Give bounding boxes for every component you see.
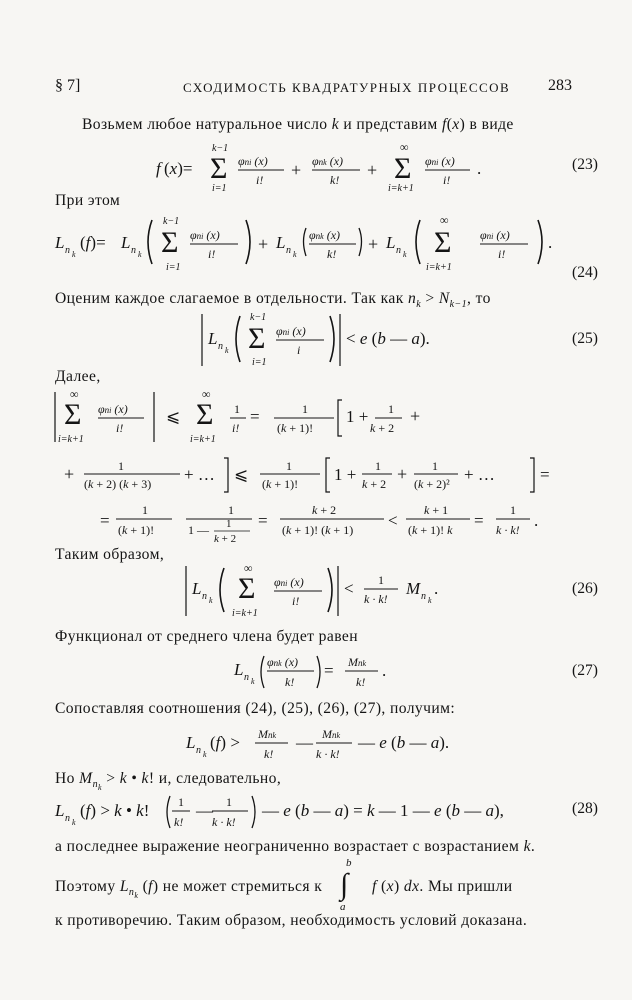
page-number: 283 [548, 77, 572, 94]
svg-text:k + 2: k + 2 [312, 503, 337, 517]
formula-estimate-chain [0, 384, 632, 544]
svg-text:L: L [121, 233, 131, 252]
svg-text:k!: k! [264, 747, 274, 761]
svg-text:φni (x): φni (x) [276, 324, 306, 338]
svg-text:i!: i! [443, 173, 451, 187]
svg-text:1 +: 1 + [346, 407, 369, 426]
paragraph-therefore: Поэтому $L_{n_k}$ (f) не может стремиться к [55, 878, 323, 901]
svg-text:Σ: Σ [196, 398, 214, 431]
svg-text:∞: ∞ [440, 213, 449, 227]
svg-text:+ …: + … [464, 465, 495, 484]
svg-text:k: k [293, 250, 297, 259]
svg-text:n: n [218, 341, 223, 352]
formula-25 [0, 308, 632, 372]
svg-text:L: L [386, 233, 396, 252]
svg-text:L: L [234, 660, 244, 679]
svg-text:∞: ∞ [70, 387, 79, 401]
svg-text:a: a [340, 901, 346, 913]
svg-text:∞: ∞ [244, 561, 253, 575]
equation-number-24: (24) [572, 264, 598, 281]
svg-text:k · k!: k · k! [316, 747, 340, 761]
svg-text:i!: i! [116, 421, 124, 435]
svg-text:Σ: Σ [64, 398, 82, 431]
svg-text:f: f [156, 159, 161, 178]
svg-text:.: . [382, 661, 387, 680]
svg-text:L: L [55, 801, 65, 820]
svg-text:k: k [428, 596, 432, 605]
svg-text:i!: i! [498, 247, 506, 261]
svg-text:Mnk: Mnk [258, 727, 277, 741]
equation-number-26: (26) [572, 580, 598, 597]
svg-text:1: 1 [375, 459, 381, 473]
svg-text:i=1: i=1 [212, 183, 227, 194]
svg-text:k!: k! [327, 247, 337, 261]
svg-text:k: k [403, 250, 407, 259]
svg-text:∞: ∞ [400, 140, 409, 154]
svg-text:1: 1 [286, 459, 292, 473]
svg-text:k + 1: k + 1 [424, 503, 449, 517]
svg-text:k · k!: k · k! [364, 592, 388, 606]
svg-text:(f)=: (f)= [80, 233, 106, 252]
svg-text:(k + 2) (k + 3): (k + 2) (k + 3) [84, 477, 152, 491]
svg-text:1: 1 [378, 573, 384, 587]
svg-text:(x)=: (x)= [164, 159, 193, 178]
paragraph-estimate: Оценим каждое слагаемое в отдельности. Так как $n_k > N_{k-1}$, то [55, 290, 491, 311]
paragraph-therefore-end: f (x) dx. Мы пришли [372, 878, 513, 895]
svg-text:k!: k! [174, 815, 184, 829]
svg-text:L: L [208, 329, 218, 348]
svg-text:L: L [192, 579, 202, 598]
svg-text:+: + [64, 464, 75, 484]
svg-text:(k + 1)! (k + 1): (k + 1)! (k + 1) [282, 523, 354, 537]
svg-text:M: M [406, 579, 421, 598]
svg-text:φnk (x): φnk (x) [309, 228, 341, 242]
svg-text:1: 1 [142, 503, 148, 517]
svg-text:k · k!: k · k! [212, 815, 236, 829]
svg-text:i=k+1: i=k+1 [58, 434, 84, 445]
svg-text:i=k+1: i=k+1 [190, 434, 216, 445]
svg-text:1: 1 [510, 503, 516, 517]
svg-text:L: L [55, 233, 65, 252]
svg-text:+: + [291, 160, 302, 180]
svg-text:1: 1 [226, 795, 232, 809]
svg-text:.: . [534, 511, 539, 530]
svg-text:+: + [368, 234, 379, 254]
svg-text:(f) > k • k!: (f) > k • k! [80, 801, 150, 820]
svg-text:1 +: 1 + [334, 465, 357, 484]
paragraph-compare: Сопоставляя соотношения (24), (25), (26), (27), получим: [55, 700, 456, 717]
svg-text:φni (x): φni (x) [190, 228, 220, 242]
svg-text:=: = [258, 511, 268, 530]
svg-text:(f) >: (f) > [210, 733, 240, 752]
running-title: СХОДИМОСТЬ КВАДРАТУРНЫХ ПРОЦЕССОВ [183, 80, 511, 95]
formula-27 [0, 648, 632, 694]
svg-text:1: 1 [226, 518, 232, 530]
svg-text:φni (x): φni (x) [238, 154, 268, 168]
svg-text:n: n [202, 591, 207, 602]
svg-text:Σ: Σ [434, 226, 452, 259]
paragraph-growth: а последнее выражение неограниченно возрастает с возрастанием k. [55, 838, 536, 855]
svg-text:=: = [540, 465, 550, 484]
svg-text:n: n [65, 813, 70, 824]
svg-text:1: 1 [118, 459, 124, 473]
svg-text:1: 1 [178, 795, 184, 809]
equation-number-27: (27) [572, 662, 598, 679]
paragraph-intro: Возьмем любое натуральное число k и представим f(x) в виде [82, 116, 514, 133]
svg-text:(k + 1)!: (k + 1)! [262, 477, 299, 491]
svg-text:L: L [186, 733, 196, 752]
svg-text:Mnk: Mnk [348, 655, 367, 669]
svg-text:n: n [244, 672, 249, 683]
svg-text:i!: i! [256, 173, 264, 187]
svg-text:b: b [346, 857, 352, 869]
svg-text:—: — [296, 733, 313, 752]
svg-text:i=1: i=1 [166, 262, 181, 273]
svg-text:n: n [196, 745, 201, 756]
svg-text:+: + [367, 160, 378, 180]
section-marker: § 7] [55, 77, 81, 94]
svg-text:n: n [65, 245, 70, 256]
svg-text:i!: i! [292, 594, 300, 608]
svg-text:k + 2: k + 2 [214, 533, 237, 544]
svg-text:k: k [138, 250, 142, 259]
svg-text:(k + 1)!: (k + 1)! [118, 523, 155, 537]
svg-text:Σ: Σ [161, 226, 179, 259]
svg-text:i=k+1: i=k+1 [388, 183, 414, 194]
svg-text:+: + [397, 464, 408, 484]
svg-text:+: + [258, 234, 269, 254]
svg-text:Σ: Σ [210, 152, 228, 185]
formula-24 [0, 208, 632, 280]
svg-text:i=k+1: i=k+1 [232, 608, 258, 619]
svg-text:—: — [196, 801, 213, 820]
svg-text:Σ: Σ [394, 152, 412, 185]
svg-text:∞: ∞ [202, 387, 211, 401]
paragraph-dalee: Далее, [55, 368, 101, 385]
svg-text:1: 1 [234, 402, 240, 416]
svg-text:<: < [388, 511, 398, 530]
svg-text:φnk (x): φnk (x) [312, 154, 344, 168]
svg-text:k: k [72, 250, 76, 259]
svg-text:φni (x): φni (x) [480, 228, 510, 242]
svg-text:i!: i! [232, 421, 240, 435]
svg-text:1: 1 [302, 402, 308, 416]
svg-text:φni (x): φni (x) [425, 154, 455, 168]
svg-text:< e (b — a).: < e (b — a). [346, 329, 430, 348]
svg-text:⩽: ⩽ [166, 407, 181, 426]
paragraph-takim-obrazom: Таким образом, [55, 546, 165, 563]
svg-text:=: = [100, 511, 110, 530]
svg-text:n: n [286, 245, 291, 256]
formula-28 [0, 788, 632, 836]
svg-text:k: k [203, 750, 207, 759]
svg-text:.: . [434, 579, 439, 598]
equation-number-25: (25) [572, 330, 598, 347]
svg-text:k: k [209, 596, 213, 605]
svg-text:n: n [421, 591, 426, 602]
svg-text:k!: k! [330, 173, 340, 187]
paragraph-functional: Функционал от среднего члена будет равен [55, 628, 358, 645]
svg-text:L: L [276, 233, 286, 252]
svg-text:k−1: k−1 [250, 312, 267, 323]
paragraph-pri-etom: При этом [55, 192, 121, 209]
svg-text:n: n [131, 245, 136, 256]
svg-text:φni (x): φni (x) [274, 575, 304, 589]
svg-text:φni (x): φni (x) [98, 402, 128, 416]
svg-text:<: < [344, 579, 354, 598]
svg-text:k + 2: k + 2 [362, 477, 387, 491]
svg-text:i=k+1: i=k+1 [426, 262, 452, 273]
svg-text:1 —: 1 — [188, 523, 209, 537]
svg-text:1: 1 [228, 503, 234, 517]
svg-text:(k + 2)²: (k + 2)² [414, 477, 450, 491]
svg-text:1: 1 [388, 402, 394, 416]
equation-number-23: (23) [572, 156, 598, 173]
svg-text:— e (b — a).: — e (b — a). [358, 733, 450, 752]
svg-text:(k + 1)!: (k + 1)! [277, 421, 314, 435]
svg-text:k!: k! [285, 675, 295, 689]
svg-text:k−1: k−1 [163, 216, 180, 227]
svg-text:k: k [251, 677, 255, 686]
svg-text:=: = [250, 407, 260, 426]
paragraph-contradiction: к противоречию. Таким образом, необходимость условий доказана. [55, 912, 528, 929]
svg-text:k: k [72, 818, 76, 827]
svg-text:+: + [410, 406, 421, 426]
svg-text:=: = [324, 661, 334, 680]
svg-text:k + 2: k + 2 [370, 421, 395, 435]
svg-text:k: k [225, 346, 229, 355]
paragraph-no: Но $M_{n_k} > k$ • k! и, следовательно, [55, 770, 282, 793]
svg-text:.: . [548, 233, 553, 252]
svg-text:Σ: Σ [248, 322, 266, 355]
svg-text:i!: i! [208, 247, 216, 261]
svg-text:+ …: + … [184, 465, 215, 484]
equation-number-28: (28) [572, 800, 598, 817]
svg-text:i=1: i=1 [252, 357, 267, 368]
svg-text:n: n [396, 245, 401, 256]
formula-inequality [0, 718, 632, 766]
svg-text:φnk (x): φnk (x) [267, 655, 299, 669]
svg-text:k!: k! [356, 675, 366, 689]
svg-text:k · k!: k · k! [496, 523, 520, 537]
svg-text:=: = [474, 511, 484, 530]
svg-text:∫: ∫ [340, 868, 349, 901]
svg-text:1: 1 [432, 459, 438, 473]
svg-text:Mnk: Mnk [322, 727, 341, 741]
svg-text:k−1: k−1 [212, 143, 229, 154]
svg-text:— e (b — a) = k — 1 — e (b — a: — e (b — a) = k — 1 — e (b — a), [262, 801, 504, 820]
svg-text:(k + 1)! k: (k + 1)! k [408, 523, 453, 537]
formula-26 [0, 560, 632, 622]
svg-text:i: i [297, 343, 301, 357]
svg-text:Σ: Σ [238, 572, 256, 605]
formula-23 [0, 138, 632, 198]
svg-text:.: . [477, 159, 482, 178]
svg-text:⩽: ⩽ [234, 465, 249, 484]
